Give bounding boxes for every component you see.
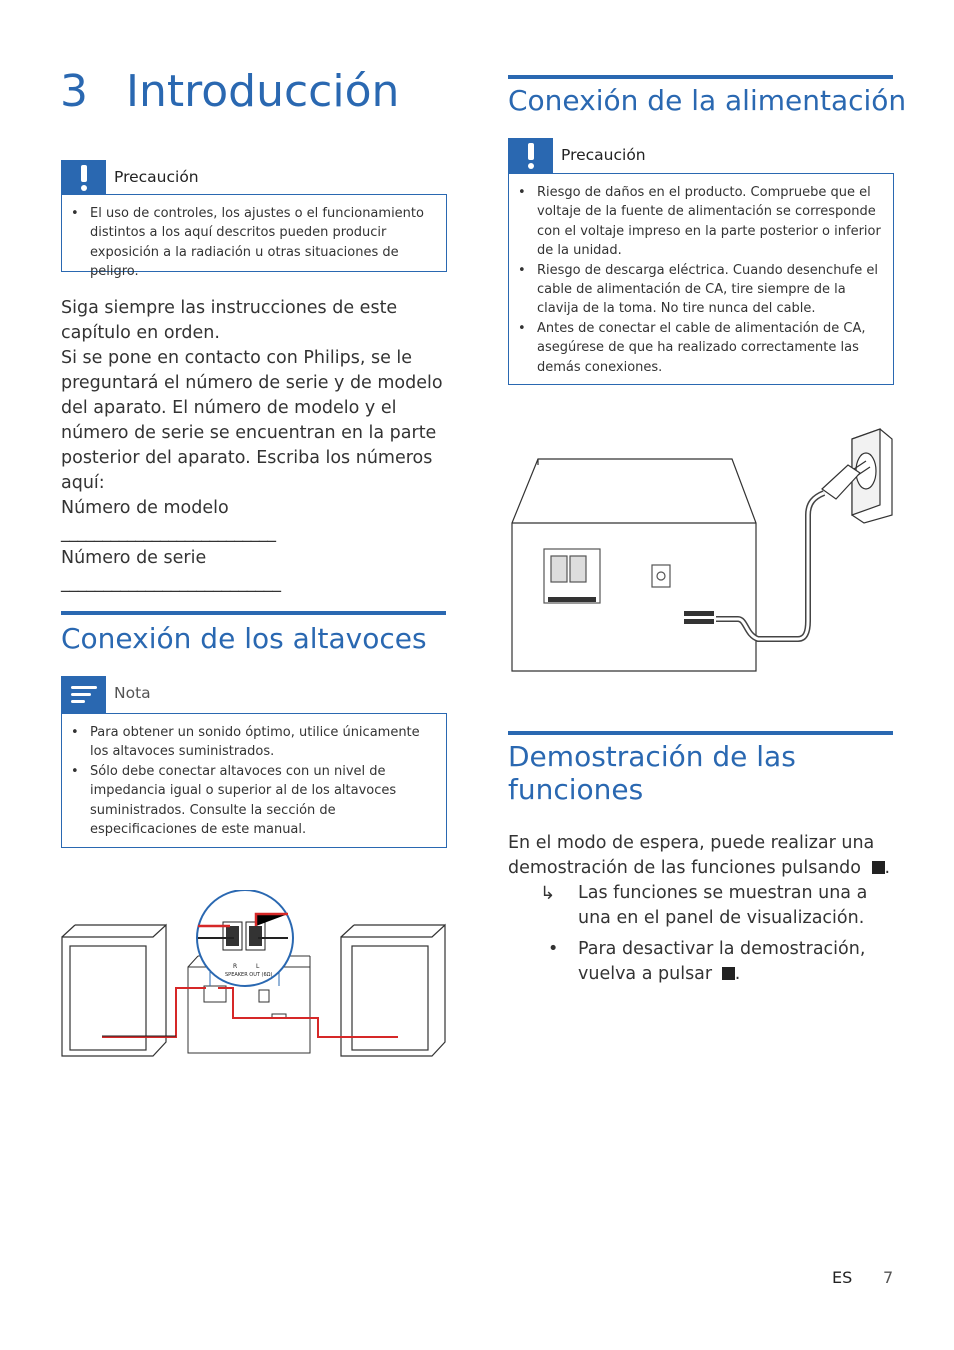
section-rule (61, 611, 446, 615)
demo-result (508, 881, 894, 931)
note-icon (71, 682, 97, 707)
demo-heading (508, 740, 796, 806)
power-heading: Conexión de la alimentación (508, 84, 907, 117)
demo-instruction: En el modo de espera, puede realizar una demostración de las funciones pulsando (508, 833, 875, 878)
caution-item: • Riesgo de daños en el producto. Compruebe que el voltaje de la fuente de alimentación se corresponde con el voltaje impreso en la parte posterior o inferior de la unidad. (509, 183, 885, 261)
result-arrow-icon: ↳ (540, 883, 556, 904)
label-r: R (233, 963, 238, 970)
demo-result-text: Las funciones se muestran una a una en el panel de visualización. (578, 883, 868, 928)
bullet-marker: • (548, 939, 559, 959)
speakers-heading: Conexión de los altavoces (61, 622, 427, 655)
intro-paragraph-2: Si se pone en contacto con Philips, se le preguntará el número de serie y de modelo del aparato. El número de modelo y el número de serie se encuentran en la parte posterior del aparato. Escriba los números aquí: (61, 348, 443, 493)
warning-badge (508, 138, 553, 173)
stop-icon (872, 861, 885, 874)
demo-bullet (508, 937, 894, 987)
exclamation-icon (80, 165, 88, 191)
label-l: L (256, 963, 260, 970)
demo-bullet-end: . (734, 964, 741, 984)
note-box (61, 676, 447, 848)
chapter-number: 3 (60, 66, 88, 117)
exclamation-icon (527, 143, 535, 169)
note-content (61, 713, 447, 848)
demo-heading-line-1: Demostración de las (508, 740, 796, 773)
chapter-title-text: Introducción (126, 66, 400, 117)
serial-number-label: Número de serie (61, 548, 207, 568)
caution-label: Precaución (114, 168, 199, 186)
section-rule (508, 731, 893, 735)
caution-item: • Antes de conectar el cable de alimentación de CA, asegúrese de que ha realizado correctamente las demás conexiones. (509, 319, 885, 377)
caution-list (509, 183, 885, 377)
note-badge (61, 676, 106, 713)
caution-list (62, 204, 438, 282)
demo-bullet-content (578, 937, 894, 987)
note-list (62, 723, 438, 839)
serial-number-line: __________________________ (61, 573, 281, 593)
section-rule (508, 75, 893, 79)
caution-content (508, 173, 894, 385)
demo-text (508, 831, 894, 881)
language-code: ES (832, 1268, 853, 1287)
page-number: 7 (883, 1268, 894, 1287)
warning-badge (61, 160, 106, 195)
demo-heading-line-2: funciones (508, 773, 644, 806)
note-label: Nota (114, 684, 151, 702)
demo-bullet-text: Para desactivar la demostración, vuelva a pulsar (578, 939, 866, 984)
note-item: • Para obtener un sonido óptimo, utilice únicamente los altavoces suministrados. (62, 723, 438, 762)
caution-content (61, 194, 447, 280)
speaker-connection-illustration (58, 890, 450, 1060)
main-unit-rear (512, 459, 756, 671)
caution-label: Precaución (561, 146, 646, 164)
intro-text (61, 296, 449, 596)
caution-item: • El uso de controles, los ajustes o el funcionamiento distintos a los aquí descritos pueden producir exposición a la radiación u otras situaciones de peligro. (62, 204, 438, 282)
caution-box (61, 160, 447, 280)
caution-item: • Riesgo de descarga eléctrica. Cuando desenchufe el cable de alimentación de CA, tire siempre de la clavija de la toma. No tire nunca del cable. (509, 261, 885, 319)
caution-box (508, 138, 894, 385)
intro-paragraph-1: Siga siempre las instrucciones de este capítulo en orden. (61, 298, 398, 343)
demo-instruction-end: . (884, 858, 891, 878)
chapter-title (60, 66, 399, 118)
power-connection-illustration (508, 425, 898, 677)
label-speaker-out: SPEAKER OUT (6Ω) (225, 972, 273, 978)
stop-icon (722, 967, 735, 980)
note-item: • Sólo debe conectar altavoces con un nivel de impedancia igual o superior al de los altavoces suministrados. Consulte la sección de especificaciones de este manual. (62, 762, 438, 840)
model-number-label: Número de modelo (61, 498, 229, 518)
model-number-line: __________________________ (61, 523, 276, 543)
